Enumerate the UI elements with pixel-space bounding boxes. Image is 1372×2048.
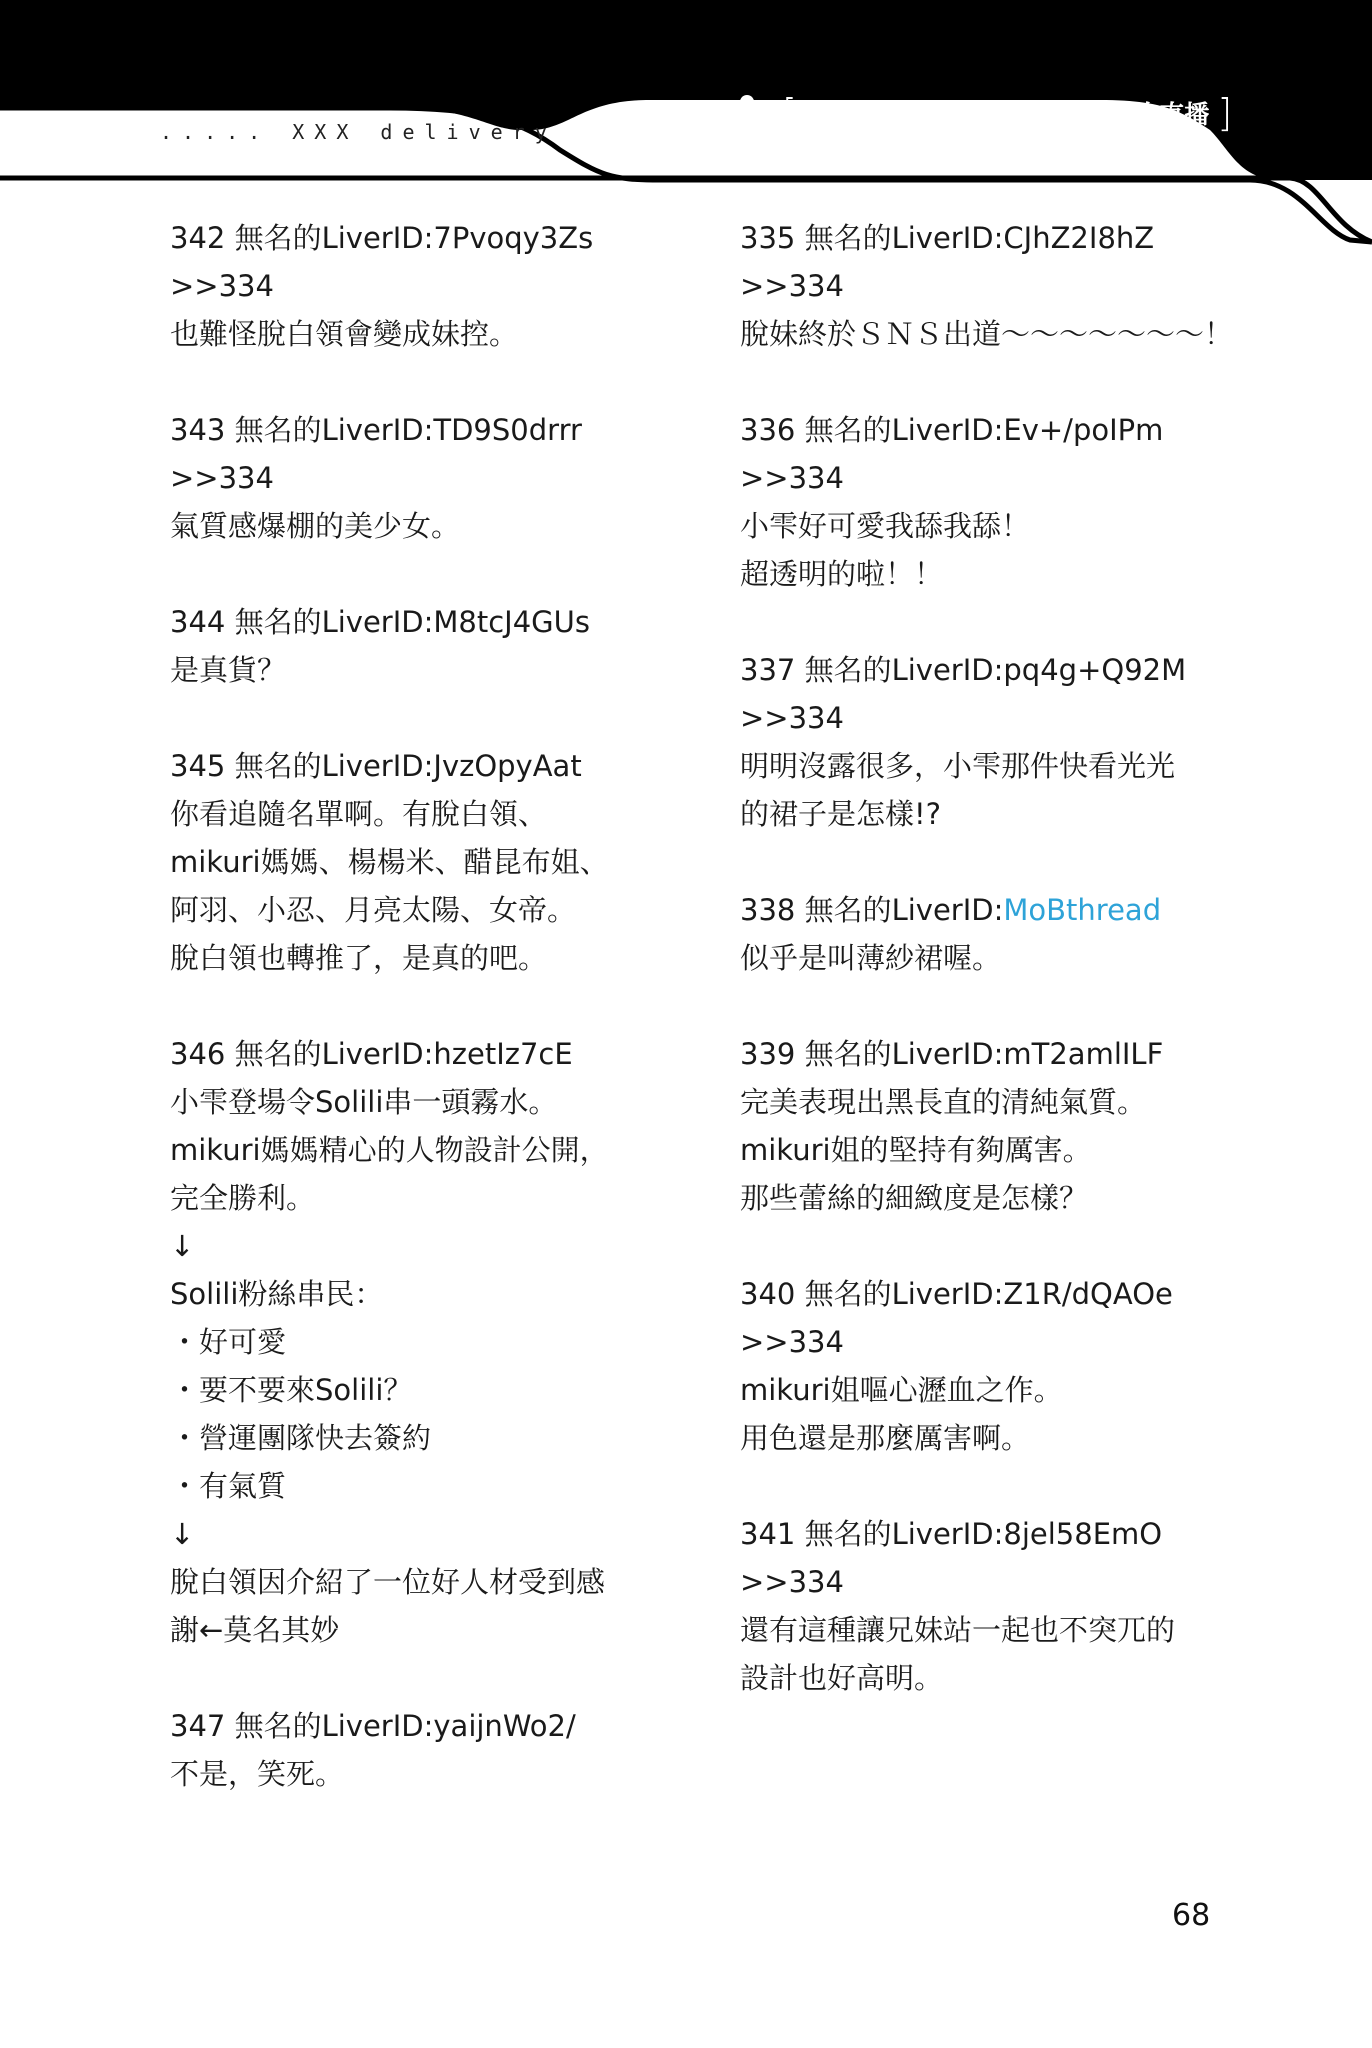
thread-id-link[interactable]: MoBthread bbox=[1003, 893, 1162, 927]
post-header bbox=[170, 598, 650, 646]
post-header bbox=[740, 1030, 1220, 1078]
post-number: 336 bbox=[740, 413, 796, 447]
post-number: 338 bbox=[740, 893, 796, 927]
post-text: Solili粉絲串民： bbox=[170, 1277, 384, 1311]
thread-title: Underlive討論串 bbox=[804, 100, 1028, 129]
post-number: 337 bbox=[740, 653, 796, 687]
post-id: ID:hzetIz7cE bbox=[392, 1037, 573, 1071]
reply-reference: >>334 bbox=[740, 461, 844, 495]
post-text: 用色還是那麼厲害啊。 bbox=[740, 1421, 1031, 1455]
post-author: 無名的Liver bbox=[804, 1517, 963, 1551]
running-head: ..... XXX delivery bbox=[160, 120, 557, 144]
post-339 bbox=[740, 1030, 1220, 1222]
post-text: mikuri姐嘔心瀝血之作。 bbox=[740, 1373, 1063, 1407]
post-id: ID:yaijnWo2/ bbox=[392, 1709, 576, 1743]
post-text: 完美表現出黑長直的清純氣質。 bbox=[740, 1085, 1147, 1119]
post-337 bbox=[740, 646, 1220, 838]
post-header bbox=[170, 406, 650, 454]
post-author: 無名的Liver bbox=[234, 749, 393, 783]
post-id: ID:mT2amlILF bbox=[962, 1037, 1164, 1071]
post-author: 無名的Liver bbox=[234, 221, 393, 255]
post-header bbox=[170, 1702, 650, 1750]
post-number: 343 bbox=[170, 413, 226, 447]
post-author: 無名的Liver bbox=[234, 413, 393, 447]
post-id: ID:CJhZ2I8hZ bbox=[962, 221, 1155, 255]
post-author: 無名的Liver bbox=[234, 1037, 393, 1071]
post-number: 345 bbox=[170, 749, 226, 783]
post-text: 不是，笑死。 bbox=[170, 1757, 345, 1791]
post-text: 脫妹終於ＳＮＳ出道～～～～～～～！ bbox=[740, 317, 1234, 351]
post-id: ID:JvzOpyAat bbox=[392, 749, 582, 783]
post-text: 小雫好可愛我舔我舔！ bbox=[740, 509, 1031, 543]
post-text: mikuri媽媽精心的人物設計公開， bbox=[170, 1133, 609, 1167]
post-text: 那些蕾絲的細緻度是怎樣？ bbox=[740, 1181, 1089, 1215]
bracket-close: ] bbox=[1217, 91, 1233, 135]
bullet-item: ・要不要來Solili？ bbox=[170, 1373, 413, 1407]
post-number: 342 bbox=[170, 221, 226, 255]
post-346 bbox=[170, 1030, 650, 1654]
post-text: mikuri姐的堅持有夠厲害。 bbox=[740, 1133, 1092, 1167]
post-id: ID:7Pvoqy3Zs bbox=[392, 221, 594, 255]
reply-reference: >>334 bbox=[740, 269, 844, 303]
post-text: 氣質感爆棚的美少女。 bbox=[170, 509, 461, 543]
post-number: 346 bbox=[170, 1037, 226, 1071]
post-341 bbox=[740, 1510, 1220, 1702]
reply-reference: >>334 bbox=[740, 701, 844, 735]
post-text: 的裙子是怎樣!? bbox=[740, 797, 942, 831]
thread-title-bar bbox=[730, 88, 1240, 138]
bullet-item: ・有氣質 bbox=[170, 1469, 287, 1503]
post-id: ID:8jel58EmO bbox=[962, 1517, 1163, 1551]
post-text: 似乎是叫薄紗裙喔。 bbox=[740, 941, 1002, 975]
post-author: 無名的Liver bbox=[804, 653, 963, 687]
post-text: 謝←莫名其妙 bbox=[170, 1613, 340, 1647]
bullet-item: ・好可愛 bbox=[170, 1325, 287, 1359]
post-author: 無名的Liver bbox=[804, 893, 963, 927]
post-id: ID:TD9S0drrr bbox=[392, 413, 582, 447]
page-number: 68 bbox=[1172, 1898, 1211, 1933]
post-335 bbox=[740, 214, 1234, 358]
down-arrow: ↓ bbox=[170, 1517, 195, 1551]
bullet-item: ・營運團隊快去簽約 bbox=[170, 1421, 432, 1455]
post-number: 339 bbox=[740, 1037, 796, 1071]
episode-label: 第XXX次直播 bbox=[1051, 100, 1210, 129]
left-column bbox=[170, 214, 650, 1846]
bracket-open: [ bbox=[782, 91, 797, 135]
post-text: mikuri媽媽、楊楊米、醋昆布姐、 bbox=[170, 845, 609, 879]
microphone-icon bbox=[730, 93, 764, 133]
post-text: 明明沒露很多，小雫那件快看光光 bbox=[740, 749, 1176, 783]
post-number: 347 bbox=[170, 1709, 226, 1743]
post-author: 無名的Liver bbox=[804, 413, 963, 447]
post-id: ID:pq4g+Q92M bbox=[962, 653, 1187, 687]
post-author: 無名的Liver bbox=[234, 605, 393, 639]
post-header bbox=[740, 886, 1220, 934]
post-text: 完全勝利。 bbox=[170, 1181, 316, 1215]
post-number: 344 bbox=[170, 605, 226, 639]
post-text: 阿羽、小忍、月亮太陽、女帝。 bbox=[170, 893, 577, 927]
reply-reference: >>334 bbox=[740, 1565, 844, 1599]
post-header bbox=[170, 1030, 650, 1078]
post-345 bbox=[170, 742, 650, 982]
post-header bbox=[740, 646, 1220, 694]
right-column bbox=[740, 214, 1234, 1750]
post-id: ID:M8tcJ4GUs bbox=[392, 605, 590, 639]
post-338 bbox=[740, 886, 1220, 982]
post-author: 無名的Liver bbox=[804, 1277, 963, 1311]
post-text: 脫白領因介紹了一位好人材受到感 bbox=[170, 1565, 606, 1599]
post-number: 341 bbox=[740, 1517, 796, 1551]
post-header bbox=[170, 214, 650, 262]
post-343 bbox=[170, 406, 650, 550]
post-header bbox=[170, 742, 650, 790]
post-text: 是真貨？ bbox=[170, 653, 287, 687]
post-author: 無名的Liver bbox=[234, 1709, 393, 1743]
post-text: 超透明的啦！！ bbox=[740, 557, 944, 591]
post-text: 脫白領也轉推了，是真的吧。 bbox=[170, 941, 548, 975]
post-340 bbox=[740, 1270, 1220, 1462]
post-text: 還有這種讓兄妹站一起也不突兀的 bbox=[740, 1613, 1176, 1647]
post-342 bbox=[170, 214, 650, 358]
post-347 bbox=[170, 1702, 650, 1798]
post-id: ID:Z1R/dQAOe bbox=[962, 1277, 1173, 1311]
post-text: 也難怪脫白領會變成妹控。 bbox=[170, 317, 519, 351]
post-id-prefix: ID: bbox=[962, 893, 1004, 927]
post-header bbox=[740, 214, 1220, 262]
reply-reference: >>334 bbox=[740, 1325, 844, 1359]
reply-reference: >>334 bbox=[170, 269, 274, 303]
post-header bbox=[740, 1270, 1220, 1318]
reply-reference: >>334 bbox=[170, 461, 274, 495]
down-arrow: ↓ bbox=[170, 1229, 195, 1263]
post-344 bbox=[170, 598, 650, 694]
post-text: 你看追隨名單啊。有脫白領、 bbox=[170, 797, 548, 831]
post-header bbox=[740, 1510, 1220, 1558]
post-author: 無名的Liver bbox=[804, 1037, 963, 1071]
post-id: ID:Ev+/poIPm bbox=[962, 413, 1164, 447]
post-text: 設計也好高明。 bbox=[740, 1661, 944, 1695]
post-number: 335 bbox=[740, 221, 796, 255]
post-text: 小雫登場令Solili串一頭霧水。 bbox=[170, 1085, 558, 1119]
post-author: 無名的Liver bbox=[804, 221, 963, 255]
post-336 bbox=[740, 406, 1220, 598]
post-header bbox=[740, 406, 1220, 454]
post-number: 340 bbox=[740, 1277, 796, 1311]
